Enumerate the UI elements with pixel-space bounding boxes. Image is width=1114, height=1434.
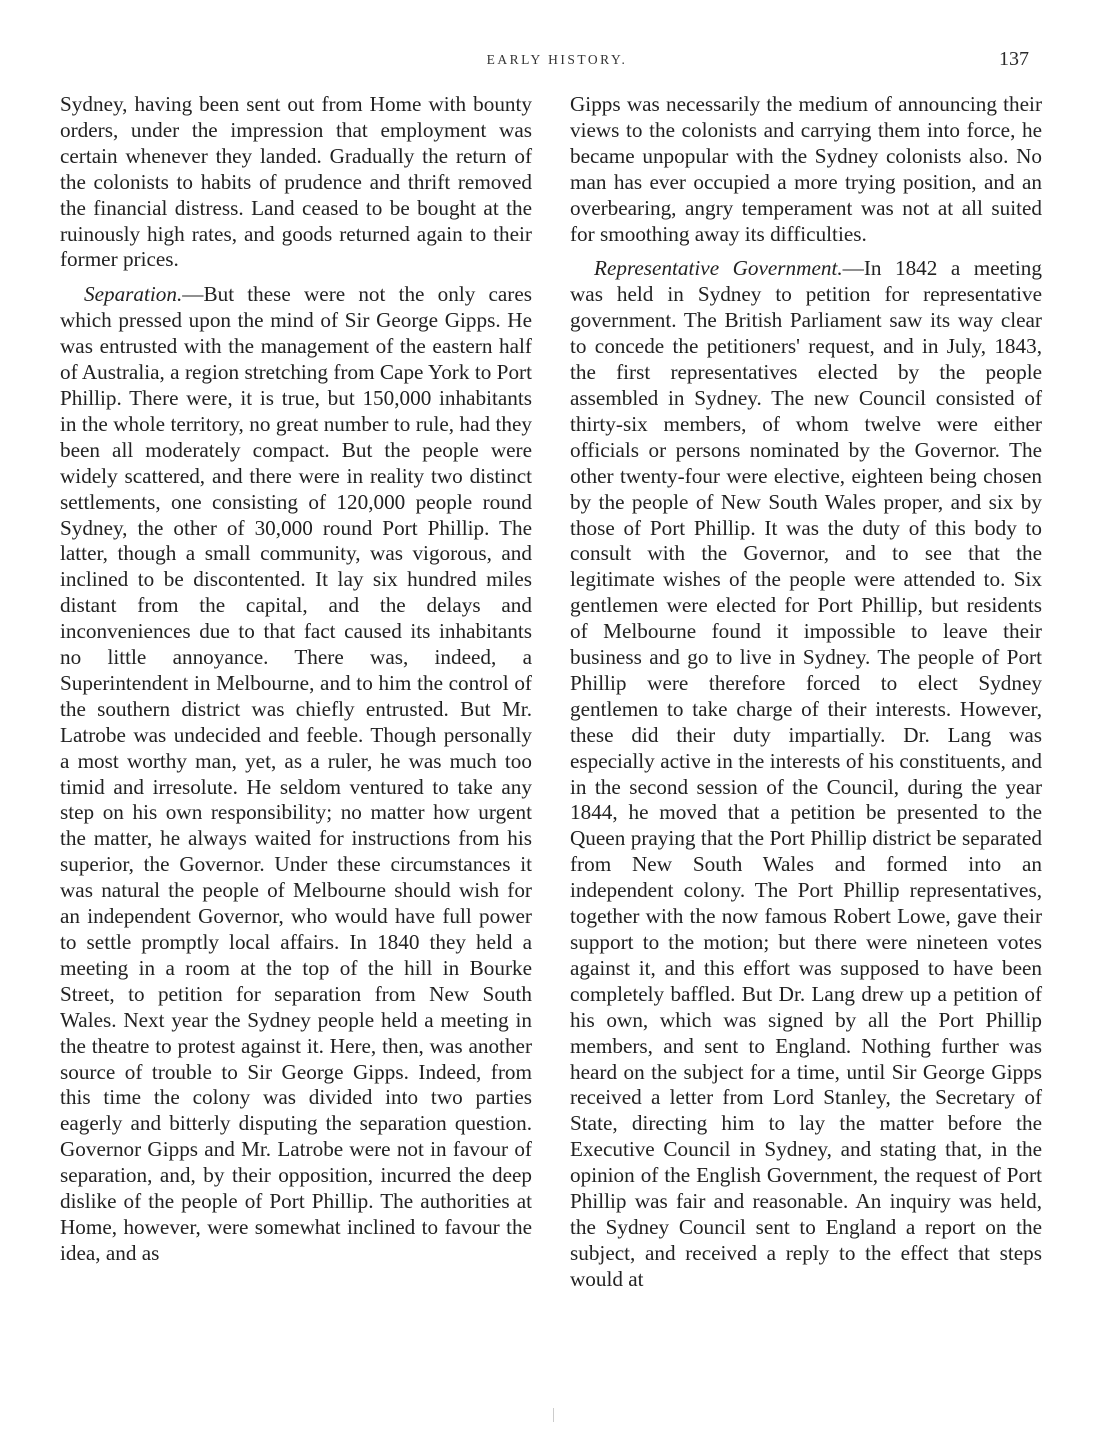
section-heading-separation: Separation. <box>84 282 183 307</box>
page-number: 137 <box>999 48 1029 70</box>
running-head <box>0 48 1114 76</box>
running-title: EARLY HISTORY. <box>486 52 628 67</box>
paragraph-separation <box>60 282 532 1266</box>
left-column <box>60 92 532 1267</box>
paragraph-financial-distress: Sydney, having been sent out from Home with bounty orders, under the impression that employment was certain whenever they landed. Gradually the return of the colonists to habits of prudence and thrift removed the financial distress. Land ceased to be bought at the ruinously high rates, and goods returned again to their former prices. <box>60 92 532 272</box>
representative-government-body: —In 1842 a meeting was held in Sydney to petition for representative government. The British Parliament saw its way clear to concede the petitioners' request, and in July, 1843, the first representatives elected by the people assembled in Sydney. The new Council consisted of thirty-six members, of whom twelve were either officials or persons nominated by the Governor. The other twenty-four were elective, eighteen being chosen by the people of New South Wales proper, and six by those of Port Phillip. It was the duty of this body to consult with the Governor, and to see that the legitimate wishes of the people were attended to. Six gentlemen were elected for Port Phillip, but residents of Melbourne found it impossible to leave their business and go to live in Sydney. The people of Port Phillip were therefore forced to elect Sydney gentlemen to take charge of their interests. However, these did their duty impartially. Dr. Lang was especially active in the interests of his constituents, and in the second session of the Council, during the year 1844, he moved that a petition be presented to the Queen praying that the Port Phillip district be separated from New South Wales and formed into an independent colony. The Port Phillip representatives, together with the now famous Robert Lowe, gave their support to the motion; but there were nineteen votes against it, and this effort was supposed to have been completely baffled. But Dr. Lang drew up a petition of his own, which was signed by all the Port Phillip members, and sent to England. Nothing further was heard on the subject for a time, until Sir George Gipps received a letter from Lord Stanley, the Secretary of State, directing him to lay the matter before the Executive Council in Sydney, and stating that, in the opinion of the English Government, the request of Port Phillip was fair and reasonable. An inquiry was held, the Sydney Council sent to England a report on the subject, and received a reply to the effect that steps would at <box>570 256 1042 1291</box>
paragraph-representative-government <box>570 256 1042 1292</box>
separation-body: —But these were not the only cares which pressed upon the mind of Sir George Gipps. He was entrusted with the management of the eastern half of Australia, a region stretching from Cape York to Port Phillip. There were, it is true, but 150,000 inhabitants in the whole territory, no great number to rule, had they been all moderately compact. But the people were widely scattered, and there were in reality two distinct settlements, one consisting of 120,000 people round Sydney, the other of 30,000 round Port Phillip. The latter, though a small community, was vigorous, and inclined to be discontented. It lay six hundred miles distant from the capital, and the delays and inconveniences due to that fact caused its inhabitants no little annoyance. There was, indeed, a Superintendent in Melbourne, and to him the control of the southern district was chiefly entrusted. But Mr. Latrobe was undecided and feeble. Though personally a most worthy man, yet, as a ruler, he was much too timid and irresolute. He seldom ventured to take any step on his own responsibility; no matter how urgent the matter, he always waited for instructions from his superior, the Governor. Under these circumstances it was natural the people of Melbourne should wish for an independent Governor, who would have full power to settle promptly local affairs. In 1840 they held a meeting in a room at the top of the hill in Bourke Street, to petition for separation from New South Wales. Next year the Sydney people held a meeting in the theatre to protest against it. Here, then, was another source of trouble to Sir George Gipps. Indeed, from this time the colony was divided into two parties eagerly and bitterly disputing the separation question. Governor Gipps and Mr. Latrobe were not in favour of separation, and, by their opposition, incurred the deep dislike of the people of Port Phillip. The authorities at Home, however, were somewhat inclined to favour the idea, and as <box>60 282 532 1265</box>
paragraph-gipps-unpopular: Gipps was necessarily the medium of announcing their views to the colonists and carrying them into force, he became unpopular with the Sydney colonists also. No man has ever occupied a more trying position, and an overbearing, angry temperament was not at all suited for smoothing away its difficulties. <box>570 92 1042 246</box>
section-heading-representative-government: Representative Government. <box>594 256 843 281</box>
gutter-mark <box>553 1408 558 1422</box>
right-column <box>570 92 1042 1293</box>
